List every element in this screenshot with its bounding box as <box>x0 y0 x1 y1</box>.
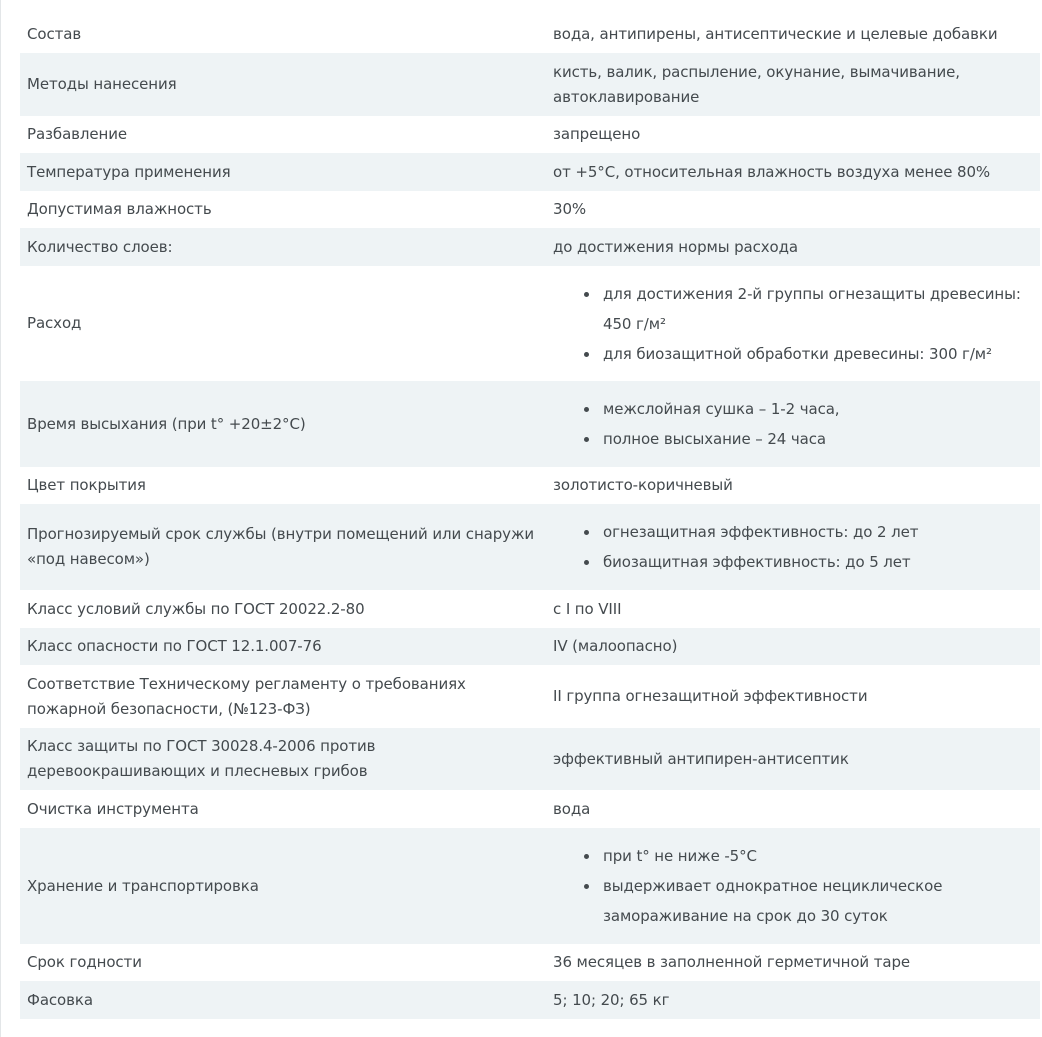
row-value: вода, антипирены, антисептические и целевые добавки <box>553 24 998 43</box>
list-item: биозащитная эффективность: до 5 лет <box>603 547 1033 577</box>
row-value: 5; 10; 20; 65 кг <box>546 981 1040 1019</box>
row-label: Очистка инструмента <box>27 799 199 818</box>
row-label: Количество слоев: <box>20 228 546 266</box>
table-row <box>20 981 1040 1019</box>
row-value: вода <box>553 799 591 818</box>
table-row <box>20 665 1040 728</box>
row-label: Методы нанесения <box>20 53 546 116</box>
row-value <box>546 381 1040 467</box>
row-value: от +5°C, относительная влажность воздуха менее 80% <box>546 153 1040 191</box>
table-row <box>20 228 1040 266</box>
row-value: запрещено <box>553 125 641 143</box>
table-row <box>20 15 1040 53</box>
row-label: Температура применения <box>20 153 546 191</box>
list-item: межслойная сушка – 1-2 часа, <box>603 394 1033 424</box>
row-label: Хранение и транспортировка <box>20 828 546 944</box>
page-left-border <box>0 0 1 1037</box>
table-row <box>20 944 1040 981</box>
row-value: до достижения нормы расхода <box>546 228 1040 266</box>
row-value <box>546 828 1040 944</box>
row-value: II группа огнезащитной эффективности <box>553 687 868 705</box>
bullet-list <box>553 517 1033 577</box>
row-value: IV (малоопасно) <box>546 628 1040 665</box>
bullet-list <box>553 279 1033 369</box>
spec-table <box>20 15 1040 1019</box>
row-label: Расход <box>27 314 82 332</box>
list-item: полное высыхание – 24 часа <box>603 424 1033 454</box>
row-value: 36 месяцев в заполненной герметичной таре <box>553 953 911 971</box>
table-row <box>20 53 1040 116</box>
list-item: для достижения 2-й группы огнезащиты древесины: 450 г/м² <box>603 279 1033 339</box>
list-item: выдерживает однократное нециклическое замораживание на срок до 30 суток <box>603 871 1033 931</box>
row-label: Цвет покрытия <box>27 476 146 494</box>
row-value: 30% <box>553 200 587 218</box>
row-label: Фасовка <box>20 981 546 1019</box>
row-label: Состав <box>27 24 82 43</box>
row-label: Класс условий службы по ГОСТ 20022.2-80 <box>27 599 365 618</box>
list-item: для биозащитной обработки древесины: 300 г/м² <box>603 339 1033 369</box>
list-item: огнезащитная эффективность: до 2 лет <box>603 517 1033 547</box>
row-value <box>546 266 1040 381</box>
row-label: Класс опасности по ГОСТ 12.1.007-76 <box>20 628 546 665</box>
row-value: с I по VIII <box>553 599 622 618</box>
table-row <box>20 628 1040 665</box>
table-row <box>20 828 1040 944</box>
row-value: золотисто-коричневый <box>553 476 733 494</box>
row-value <box>546 504 1040 590</box>
table-row <box>20 790 1040 828</box>
table-row <box>20 266 1040 381</box>
table-row <box>20 504 1040 590</box>
table-row <box>20 153 1040 191</box>
table-row <box>20 467 1040 504</box>
bullet-list <box>553 841 1033 931</box>
row-label: Срок годности <box>27 953 142 971</box>
bullet-list <box>553 394 1033 454</box>
row-label: Допустимая влажность <box>27 200 212 218</box>
row-value: кисть, валик, распыление, окунание, вымачивание, автоклавирование <box>546 53 1040 116</box>
row-value: эффективный антипирен-антисептик <box>546 728 1040 790</box>
row-label: Время высыхания (при t° +20±2°С) <box>20 381 546 467</box>
table-row <box>20 381 1040 467</box>
row-label: Соответствие Техническому регламенту о требованиях пожарной безопасности, (№123-ФЗ) <box>27 674 466 718</box>
row-label: Разбавление <box>27 125 127 143</box>
list-item: при t° не ниже -5°С <box>603 841 1033 871</box>
row-label: Класс защиты по ГОСТ 30028.4-2006 против деревоокрашивающих и плесневых грибов <box>20 728 546 790</box>
table-row <box>20 590 1040 628</box>
table-row <box>20 116 1040 153</box>
table-row <box>20 191 1040 228</box>
table-row <box>20 728 1040 790</box>
row-label: Прогнозируемый срок службы (внутри помещений или снаружи «под навесом») <box>20 504 546 590</box>
